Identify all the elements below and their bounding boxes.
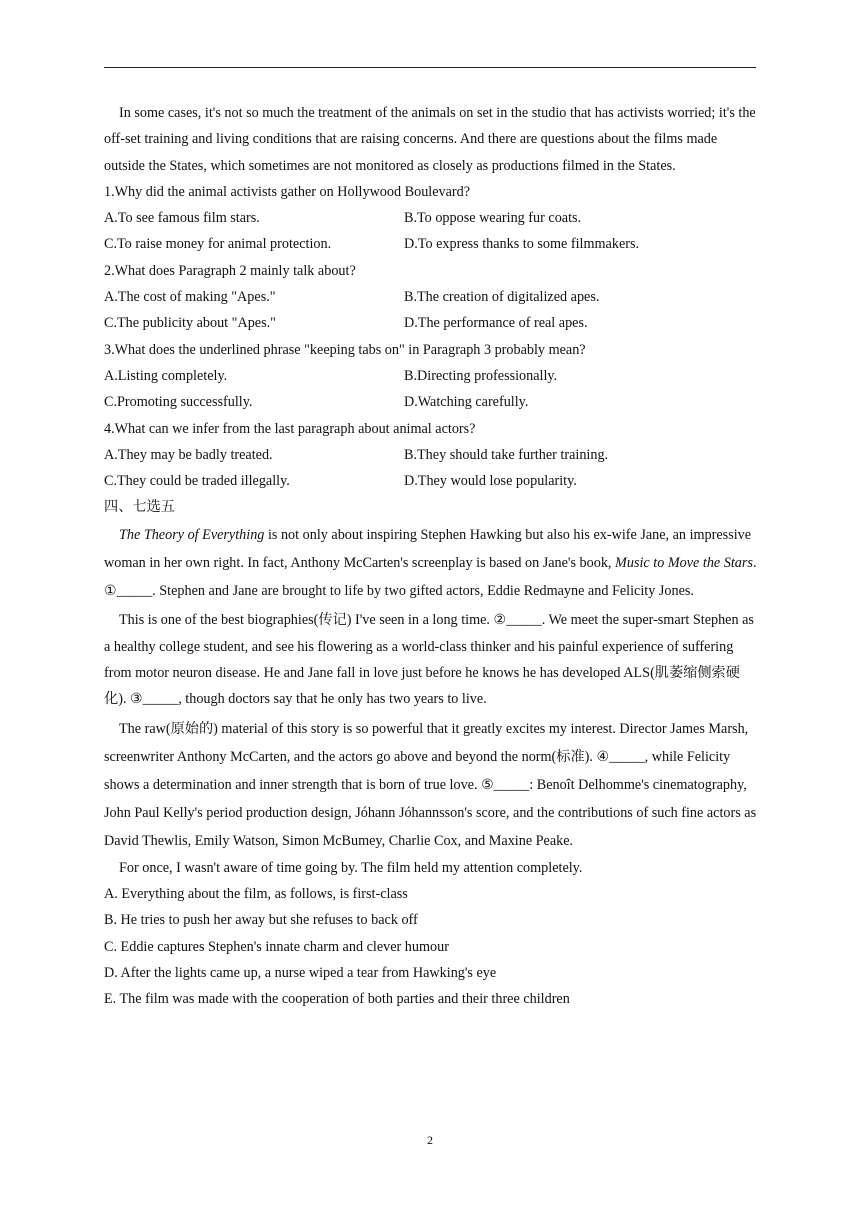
answer-option: C. Eddie captures Stephen's innate charm and clever humour — [104, 938, 449, 955]
section-title: 四、七选五 — [104, 499, 175, 516]
cloze-paragraph-4: For once, I wasn't aware of time going by. The film held my attention completely. — [119, 859, 583, 876]
option-b: B.The creation of digitalized apes. — [404, 289, 600, 306]
question-1 — [104, 179, 760, 258]
option-d: D.The performance of real apes. — [404, 315, 588, 332]
header-rule — [104, 67, 756, 68]
question-stem: 1.Why did the animal activists gather on Hollywood Boulevard? — [104, 183, 471, 200]
text-fragment: . ①_____. Stephen and Jane are brought to life by two gifted actors, Eddie Redmayne and Felicity Jones. — [104, 555, 757, 600]
answer-option: D. After the lights came up, a nurse wiped a tear from Hawking's eye — [104, 964, 497, 981]
page-number: 2 — [427, 1133, 433, 1147]
option-a: A.The cost of making "Apes." — [104, 289, 276, 306]
option-b: B.To oppose wearing fur coats. — [404, 210, 582, 227]
option-b: B.They should take further training. — [404, 446, 609, 463]
question-3 — [104, 337, 760, 416]
cloze-paragraph-1 — [104, 521, 760, 605]
question-stem: 2.What does Paragraph 2 mainly talk about? — [104, 262, 356, 279]
option-a: A.They may be badly treated. — [104, 446, 273, 463]
option-d: D.They would lose popularity. — [404, 473, 577, 490]
option-c: C.They could be traded illegally. — [104, 473, 290, 490]
cloze-paragraph-2: This is one of the best biographies(传记) I've seen in a long time. ②_____. We meet the super-smart Stephen as a healthy college student, and see his flowering as a world-class thinker and his painful experience of suffering from motor neuron disease. He and Jane fall in love just before he knows he has developed ALS(肌萎缩侧索硬化). ③_____, though doctors say that he only has two years to live. — [104, 612, 754, 708]
option-a: A.To see famous film stars. — [104, 210, 260, 227]
question-2 — [104, 258, 760, 337]
cloze-paragraph-3: The raw(原始的) material of this story is so powerful that it greatly excites my interest. Director James Marsh, screenwriter Anthony McCarten, and the actors go above and beyond the norm(标准). ④_____, while Felicity shows a determination and inner strength that is born of true love. ⑤_____: Benoît Delhomme's cinematography, John Paul Kelly's period production design, Jóhann Jóhannsson's score, and the contributions of such fine actors as David Thewlis, Emily Watson, Simon McBumey, Charlie Cox, and Maxine Peake. — [104, 720, 757, 849]
passage-final-paragraph: In some cases, it's not so much the treatment of the animals on set in the studio that has activists worried; it's the off-set training and living conditions that are raising concerns. And there are questions about the films made outside the States, which sometimes are not monitored as closely as productions filmed in the States. — [104, 105, 756, 174]
option-b: B.Directing professionally. — [404, 367, 558, 384]
answer-options — [104, 881, 760, 1012]
option-c: C.Promoting successfully. — [104, 394, 253, 411]
option-a: A.Listing completely. — [104, 367, 228, 384]
answer-option: E. The film was made with the cooperation of both parties and their three children — [104, 991, 570, 1008]
option-d: D.Watching carefully. — [404, 394, 529, 411]
question-4 — [104, 416, 760, 495]
answer-option: A. Everything about the film, as follows, is first-class — [104, 885, 408, 902]
page-content — [104, 100, 760, 1012]
film-title: The Theory of Everything — [119, 527, 265, 544]
option-c: C.The publicity about "Apes." — [104, 315, 276, 332]
question-stem: 3.What does the underlined phrase "keeping tabs on" in Paragraph 3 probably mean? — [104, 341, 586, 358]
question-stem: 4.What can we infer from the last paragraph about animal actors? — [104, 420, 476, 437]
book-title: Music to Move the Stars — [615, 555, 753, 572]
option-d: D.To express thanks to some filmmakers. — [404, 236, 640, 253]
answer-option: B. He tries to push her away but she refuses to back off — [104, 912, 418, 929]
option-c: C.To raise money for animal protection. — [104, 236, 332, 253]
text-fragment: is not only about inspiring Stephen Hawking but also his ex-wife Jane, an impressive woman in her own right. In fact, Anthony McCarten's screenplay is based on Jane's book, — [104, 527, 752, 572]
